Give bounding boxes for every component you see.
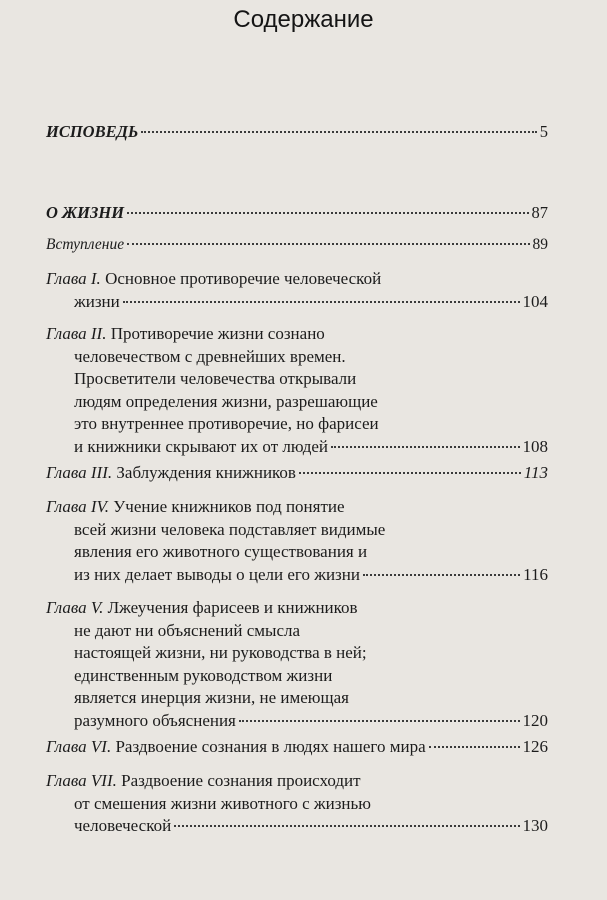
- chapter-title-line: человечеством с древнейших времен.: [74, 346, 346, 366]
- toc-page-number: 126: [522, 737, 548, 756]
- chapter-label: Глава I.: [46, 269, 101, 288]
- page-title: Содержание: [233, 6, 374, 33]
- toc-entry-chapter-6[interactable]: [46, 736, 548, 759]
- toc-label: ИСПОВЕДЬ: [46, 122, 139, 141]
- toc-page-number: 120: [522, 710, 548, 730]
- chapter-title-line: Основное противоречие человеческой: [105, 269, 382, 288]
- toc-entry-on-life[interactable]: [46, 202, 548, 225]
- toc-entry-chapter-3[interactable]: [46, 462, 548, 485]
- chapter-title-line: явления его животного существования и: [74, 542, 368, 561]
- toc-entry-chapter-5[interactable]: [46, 597, 548, 732]
- chapter-label: Глава III.: [46, 463, 113, 482]
- toc-page-number: 5: [539, 122, 548, 141]
- chapter-label: Глава II.: [46, 324, 107, 343]
- chapter-title-line: разумного объяснения: [74, 710, 236, 730]
- chapter-label: Глава IV.: [46, 497, 110, 516]
- toc-entry-chapter-7[interactable]: [46, 770, 548, 838]
- toc-entry-introduction[interactable]: [46, 234, 548, 257]
- toc-page-number: 113: [523, 463, 548, 482]
- chapter-title-line: от смешения жизни животного с жизнью: [74, 793, 371, 813]
- toc-page-number: 104: [522, 291, 548, 311]
- toc-entry-chapter-1[interactable]: [46, 268, 548, 313]
- dot-leader: [331, 446, 520, 448]
- chapter-title-line: Раздвоение сознания происходит: [121, 771, 361, 790]
- chapter-title-line: не дают ни объяснений смысла: [74, 620, 301, 640]
- dot-leader: [174, 825, 519, 827]
- dot-leader: [123, 301, 520, 303]
- chapter-label: Глава VII.: [46, 771, 117, 790]
- chapter-title-line: из них делает выводы о цели его жизни: [74, 564, 360, 584]
- chapter-title-line: Учение книжников под понятие: [113, 497, 345, 516]
- toc-page-number: 87: [531, 203, 548, 222]
- toc-page-number: 89: [532, 236, 548, 253]
- chapter-title-line: жизни: [74, 291, 120, 311]
- toc-entry-confession[interactable]: [46, 121, 548, 144]
- chapter-label: Глава VI.: [46, 737, 112, 756]
- dot-leader: [363, 574, 520, 576]
- chapter-title-line: Противоречие жизни сознано: [110, 324, 325, 343]
- dot-leader: [239, 720, 520, 722]
- toc-entry-chapter-2[interactable]: [46, 323, 548, 458]
- chapter-title-line: и книжники скрывают их от людей: [74, 436, 328, 456]
- chapter-title-line: человеческой: [74, 816, 172, 835]
- chapter-title-line: является инерция жизни, не имеющая: [74, 688, 349, 707]
- toc-label: Вступление: [46, 236, 125, 253]
- chapter-title-line: единственным руководством жизни: [74, 665, 333, 685]
- toc-page-number: 130: [522, 816, 548, 835]
- toc-page-number: 116: [523, 564, 548, 584]
- chapter-title-line: Заблуждения книжников: [116, 463, 296, 482]
- dot-leader: [299, 472, 521, 474]
- chapter-title-line: Раздвоение сознания в людях нашего мира: [115, 737, 426, 756]
- toc-page-number: 108: [522, 436, 548, 456]
- dot-leader: [429, 746, 520, 748]
- chapter-title-line: настоящей жизни, ни руководства в ней;: [74, 643, 367, 662]
- chapter-title-line: людям определения жизни, разрешающие: [74, 391, 378, 411]
- chapter-title-line: это внутреннее противоречие, но фарисеи: [74, 414, 379, 433]
- dot-leader: [127, 212, 528, 214]
- chapter-title-line: всей жизни человека подставляет видимые: [74, 519, 386, 539]
- chapter-title-line: Просветители человечества открывали: [74, 369, 357, 388]
- chapter-label: Глава V.: [46, 598, 104, 617]
- dot-leader: [127, 243, 529, 245]
- dot-leader: [141, 131, 536, 133]
- toc-label: О ЖИЗНИ: [46, 203, 125, 222]
- chapter-title-line: Лжеучения фарисеев и книжников: [107, 598, 358, 617]
- toc-entry-chapter-4[interactable]: [46, 496, 548, 586]
